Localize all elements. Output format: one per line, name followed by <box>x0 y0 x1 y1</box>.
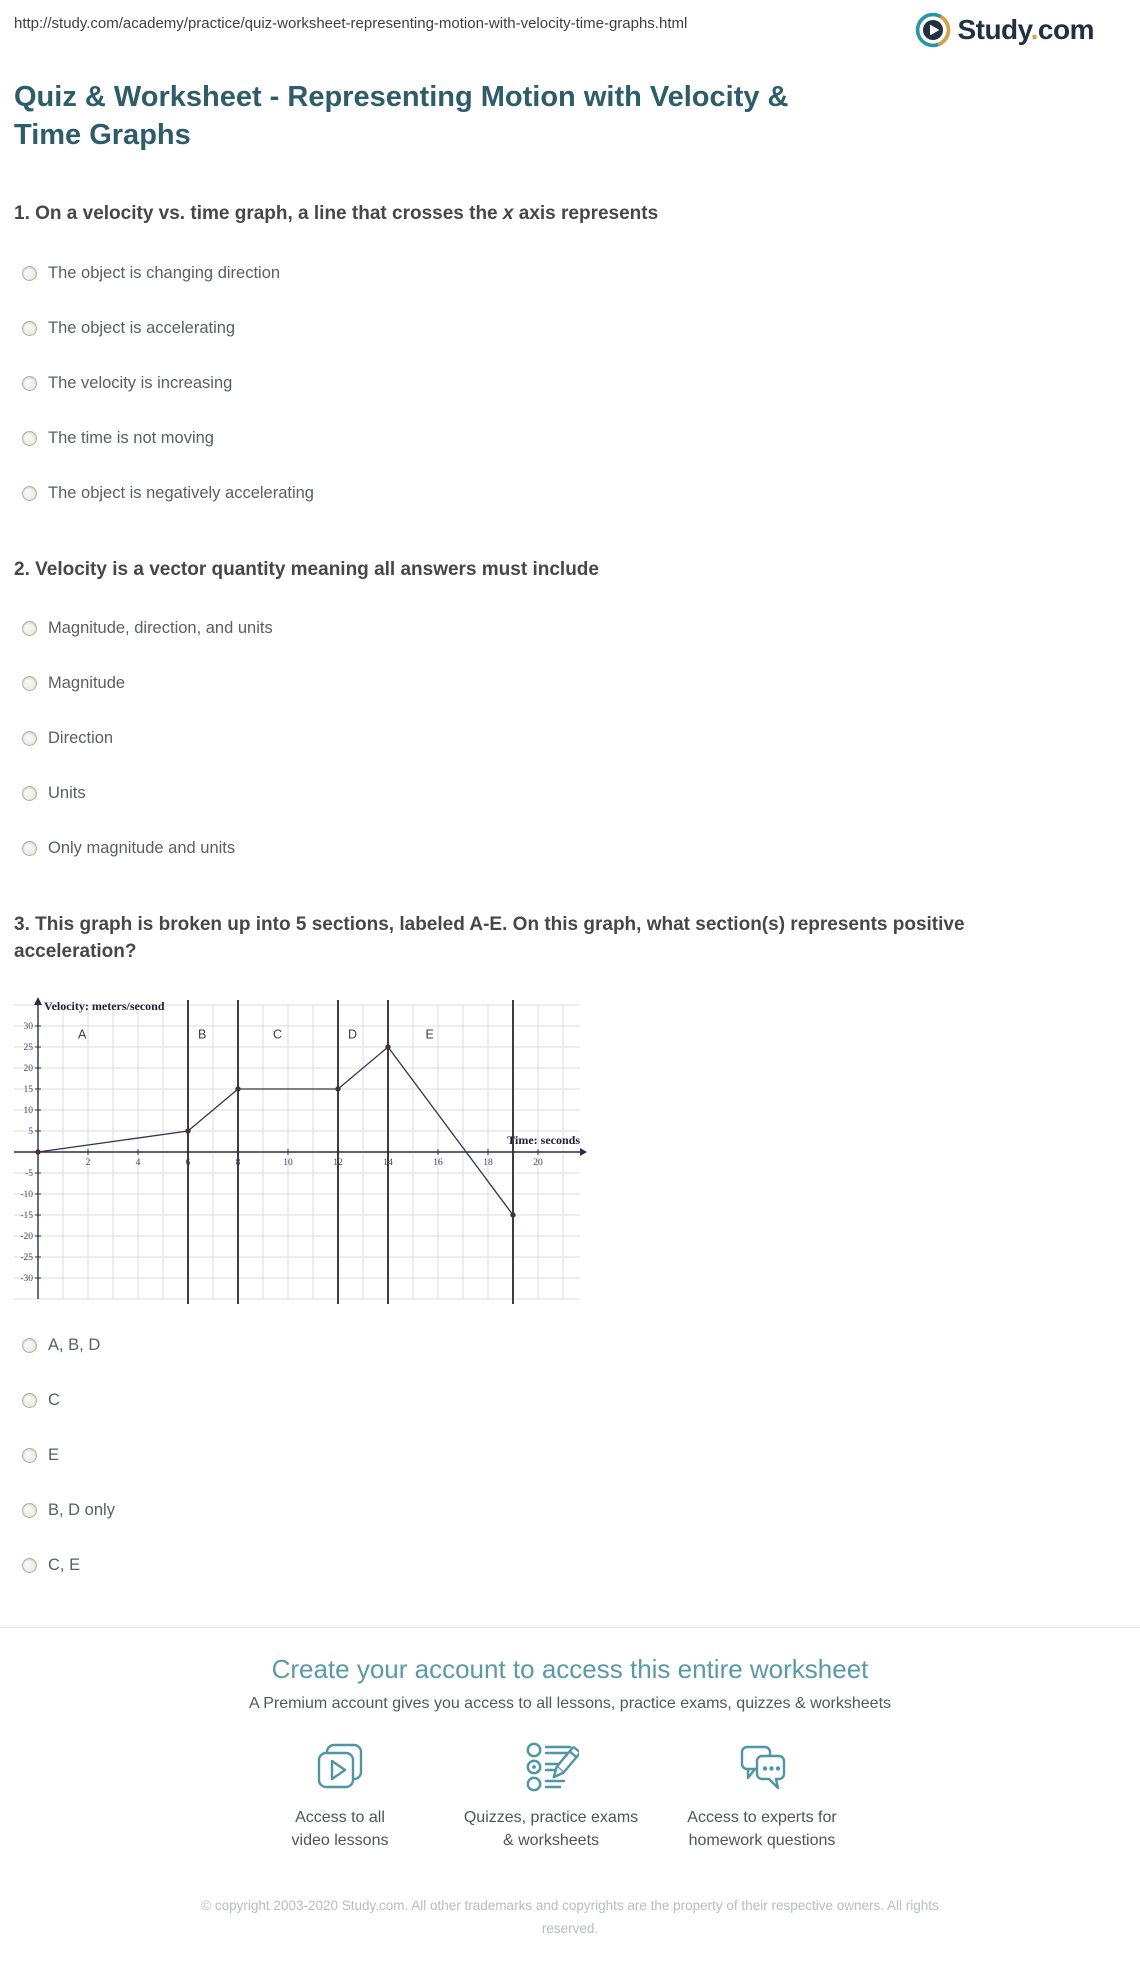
svg-text:-5: -5 <box>25 1169 33 1180</box>
question-1-prompt-text: 1. On a velocity vs. time graph, a line that crosses the <box>14 202 503 224</box>
radio-button[interactable] <box>22 1393 37 1408</box>
radio-button[interactable] <box>22 841 37 856</box>
svg-text:-10: -10 <box>20 1190 33 1201</box>
radio-button[interactable] <box>22 431 37 446</box>
svg-text:Time: seconds: Time: seconds <box>507 1133 580 1148</box>
svg-text:E: E <box>425 1028 434 1043</box>
svg-text:15: 15 <box>23 1085 33 1096</box>
svg-text:16: 16 <box>433 1158 443 1169</box>
svg-text:25: 25 <box>23 1043 33 1054</box>
feature-video-lessons <box>235 1739 446 1852</box>
section-divider <box>0 1627 1140 1628</box>
svg-text:Velocity: meters/second: Velocity: meters/second <box>44 999 165 1014</box>
feature-label <box>235 1807 446 1852</box>
svg-text:20: 20 <box>23 1064 33 1075</box>
svg-text:B: B <box>198 1028 207 1043</box>
radio-button[interactable] <box>22 786 37 801</box>
feature-label-line1: Quizzes, practice exams <box>463 1809 639 1827</box>
radio-button[interactable] <box>22 321 37 336</box>
promo-subheading: A Premium account gives you access to all lessons, practice exams, quizzes & worksheets <box>248 1695 892 1713</box>
radio-button[interactable] <box>22 266 37 281</box>
radio-button[interactable] <box>22 486 37 501</box>
answer-option-label: The velocity is increasing <box>48 373 233 392</box>
radio-button[interactable] <box>22 731 37 746</box>
promo-heading: Create your account to access this entire worksheet <box>271 1654 869 1685</box>
copyright-text: © copyright 2003-2020 Study.com. All other trademarks and copyrights are the property of their respective owners. All rights reserved. <box>201 1897 939 1936</box>
studycom-logo-text <box>957 14 1094 46</box>
answer-option-label: Magnitude, direction, and units <box>48 619 273 638</box>
answer-option[interactable] <box>14 729 1126 748</box>
answer-option[interactable] <box>14 264 1126 283</box>
answer-option-label: The time is not moving <box>48 428 214 447</box>
svg-text:10: 10 <box>283 1158 293 1169</box>
svg-text:-15: -15 <box>20 1211 33 1222</box>
svg-text:-30: -30 <box>20 1274 33 1285</box>
feature-label <box>446 1807 657 1852</box>
svg-text:20: 20 <box>533 1158 543 1169</box>
feature-label <box>657 1807 868 1852</box>
answer-option-label: Only magnitude and units <box>48 839 236 858</box>
svg-text:-20: -20 <box>20 1232 33 1243</box>
answer-option[interactable] <box>14 484 1126 503</box>
feature-label-line2: & worksheets <box>502 1832 600 1850</box>
video-lessons-icon <box>312 1739 368 1795</box>
page-title: Quiz & Worksheet - Representing Motion with Velocity & Time Graphs <box>14 81 789 152</box>
radio-button[interactable] <box>22 1558 37 1573</box>
answer-option-label: C, E <box>48 1556 81 1575</box>
answer-option-label: A, B, D <box>48 1336 101 1355</box>
logo-dot: . <box>1030 14 1038 45</box>
radio-button[interactable] <box>22 376 37 391</box>
quizzes-icon <box>523 1739 579 1795</box>
answer-option-label: B, D only <box>48 1501 115 1520</box>
logo-com: com <box>1037 14 1094 45</box>
answer-option[interactable] <box>14 1336 1126 1355</box>
svg-text:-25: -25 <box>20 1253 33 1264</box>
svg-text:2: 2 <box>85 1158 91 1169</box>
logo-study: Study <box>957 14 1031 45</box>
feature-list <box>0 1739 1121 1852</box>
answer-option[interactable] <box>14 429 1126 448</box>
question-1-prompt-tail: axis represents <box>513 202 659 224</box>
feature-quizzes <box>446 1739 657 1852</box>
answer-option[interactable] <box>14 319 1126 338</box>
answer-option-label: Units <box>48 784 86 803</box>
question-1 <box>14 201 1126 503</box>
svg-text:C: C <box>273 1028 283 1043</box>
question-2-prompt: 2. Velocity is a vector quantity meaning all answers must include <box>14 558 599 580</box>
answer-option-label: The object is negatively accelerating <box>48 483 314 502</box>
question-3-prompt: 3. This graph is broken up into 5 sections, labeled A-E. On this graph, what section(s) represents positive acceleration? <box>14 914 965 963</box>
svg-text:10: 10 <box>23 1106 33 1117</box>
radio-button[interactable] <box>22 676 37 691</box>
svg-text:18: 18 <box>483 1158 493 1169</box>
feature-experts <box>657 1739 868 1852</box>
answer-option-label: C <box>48 1391 60 1410</box>
account-promo <box>0 1654 1140 1966</box>
studycom-logo[interactable] <box>915 12 1094 48</box>
answer-option[interactable] <box>14 374 1126 393</box>
radio-button[interactable] <box>22 621 37 636</box>
answer-option-label: The object is changing direction <box>48 263 281 282</box>
feature-label-line1: Access to experts for <box>687 1809 837 1827</box>
answer-option[interactable] <box>14 674 1126 693</box>
answer-option[interactable] <box>14 1501 1126 1520</box>
svg-text:A: A <box>78 1028 87 1043</box>
question-1-prompt-italic-x: x <box>502 202 514 224</box>
svg-text:30: 30 <box>23 1022 33 1033</box>
svg-text:6: 6 <box>185 1158 191 1169</box>
answer-option-label: Magnitude <box>48 674 126 693</box>
answer-option-label: The object is accelerating <box>48 318 236 337</box>
question-3-options <box>14 1336 1126 1575</box>
svg-text:14: 14 <box>383 1158 393 1169</box>
svg-text:D: D <box>348 1028 358 1043</box>
studycom-logo-icon <box>915 12 951 48</box>
svg-text:8: 8 <box>235 1158 241 1169</box>
page-url: http://study.com/academy/practice/quiz-worksheet-representing-motion-with-velocity-time-graphs.html <box>14 15 688 32</box>
radio-button[interactable] <box>22 1448 37 1463</box>
feature-label-line2: homework questions <box>688 1832 836 1850</box>
velocity-time-graph <box>14 974 594 1310</box>
question-2 <box>14 557 1126 859</box>
svg-text:12: 12 <box>333 1158 343 1169</box>
question-3 <box>14 912 1126 1575</box>
svg-text:4: 4 <box>135 1158 141 1169</box>
answer-option-label: E <box>48 1446 60 1465</box>
experts-icon <box>734 1739 790 1795</box>
svg-text:5: 5 <box>28 1127 33 1138</box>
radio-button[interactable] <box>22 1503 37 1518</box>
answer-option[interactable] <box>14 619 1126 638</box>
question-1-prompt <box>14 201 1014 228</box>
answer-option[interactable] <box>14 1556 1126 1575</box>
answer-option-label: Direction <box>48 729 114 748</box>
answer-option[interactable] <box>14 839 1126 858</box>
feature-label-line1: Access to all <box>295 1809 385 1827</box>
feature-label-line2: video lessons <box>291 1832 389 1850</box>
answer-option[interactable] <box>14 1391 1126 1410</box>
radio-button[interactable] <box>22 1338 37 1353</box>
header <box>0 0 1140 48</box>
answer-option[interactable] <box>14 784 1126 803</box>
answer-option[interactable] <box>14 1446 1126 1465</box>
